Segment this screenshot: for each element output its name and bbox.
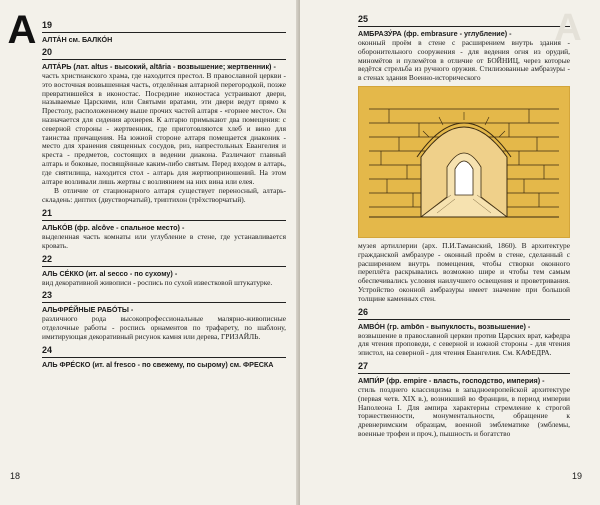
- embrasure-drawing: [359, 87, 569, 237]
- entry-rule: [358, 319, 570, 320]
- entry-text: выделенная часть комнаты или углубление в стене, где устанавливается кровать.: [42, 231, 286, 250]
- entry-rule: [42, 357, 286, 358]
- entry-text: различного рода высокопрофессиональные малярно-живописные отделочные работы - роспись орнаментов по трафарету, по шаблону, имитирующая декоративный рисунок камня или дерева, ГРИЗАЙЛЬ.: [42, 314, 286, 341]
- entry-rule: [42, 266, 286, 267]
- section-letter: А: [7, 7, 37, 52]
- entry-heading: АЛЬ ФРЕ́СКО (ит. al fresco - по свежему, по сырому) см. ФРЕСКА: [42, 359, 274, 369]
- entry-heading: АЛЬКО́В (фр. alcôve - спальное место) -: [42, 222, 185, 232]
- right-page: [300, 0, 600, 505]
- entry-text: возвышение в православной церкви против Царских врат, кафедра для чтения проповеди, с северной и южной стороны - для чтения эпистол, на северной - для чтения Евангелия. См. КАФЕДРА.: [358, 330, 570, 358]
- entry-heading: АЛЬ СЕ́ККО (ит. al secco - по сухому) -: [42, 268, 178, 278]
- entry-text-2: В отличие от стационарного алтаря существует переносный, алтарь-складень: диптих (двустворчатый), триптихон (трёхстворчатый).: [42, 186, 286, 205]
- entry-19: [42, 20, 286, 44]
- entry-text: оконный проём в стене с расширением внутрь здания - оборонительного сооружения - для ведения огня из орудий, миномётов и пулемётов в отличие от БОЙНИЦ, через которые ведётся стрельба из ручного оружия. Стилизованные амбразуры - в стенах здания Военно-исторического: [358, 38, 570, 83]
- entry-rule: [42, 32, 286, 33]
- page-number: 18: [10, 471, 21, 481]
- entry-heading: АЛТА́РЬ (лат. altus - высокий, altāria - возвышение; жертвенник) -: [42, 62, 276, 71]
- entry-number: 20: [42, 47, 53, 57]
- entry-24: [42, 345, 286, 369]
- entry-text: часть христианского храма, где находится престол. В православной церкви - это восточная возвышенная часть, отделённая алтарной перегородкой, позже превратившейся в иконостас. Посредине иконостаса устраивают двери, называемые Царскими, или Святыми вратами, эти двери ведут прямо к Престолу, расположенному выше прочих частей алтаря - «горнее место». Он назначается для сидения архиерея. К алтарю примыкают два помещения: с северной стороны - жертвенник, где приготовляются хлеб и вино для таинства причащения. На южной стороне алтаря помещается диаконик - место для хранения священных сосудов, риз, напрестольных Евангелия и креста - предметов, состоящих в ведении диакона. Различают главный алтарь и боковые, посвящённые каким-либо святым. Перед входом в алтарь, где святилища, находится стол - алтарь для жертвоприношений. На этом алтаре возливали лишь жертвы с возлиянием на них вина или елея.: [42, 71, 286, 186]
- entry-27: [358, 361, 570, 439]
- entry-number: 23: [42, 290, 53, 301]
- entry-25: [358, 14, 570, 304]
- entry-number: 26: [358, 306, 369, 317]
- entry-number: 19: [42, 20, 53, 30]
- entry-20: [42, 47, 286, 205]
- entry-number: 24: [42, 344, 53, 355]
- entry-rule: [42, 220, 286, 221]
- entry-caption-text: музея артиллерии (арх. П.И.Таманский, 1860). В архитектуре гражданской амбразуре - оконный проём в стене, сделанный с расширением внутрь помещения, чтобы створки оконного переплёта раскрывались возможно шире и чтобы тем самым обеспечивались условия наилучшего освещения и проветривания. Устройство оконной амбразуры имеет значение при большой толщине каменных стен.: [358, 240, 570, 303]
- entry-heading: АМБРАЗУ́РА (фр. embrasure - углубление) -: [358, 29, 512, 38]
- entry-rule: [358, 26, 570, 27]
- entry-heading: АМВО́Н (гр. ambōn - выпуклость, возвышение) -: [358, 321, 531, 331]
- entry-heading: АЛТА́Н см. БАЛКО́Н: [42, 35, 113, 44]
- entry-heading: АМПИ́Р (фр. empire - власть, господство, империя) -: [358, 375, 545, 385]
- entry-text: вид декоративной живописи - роспись по сухой известковой штукатурке.: [42, 277, 273, 287]
- entry-rule: [358, 373, 570, 374]
- entry-21: [42, 208, 286, 251]
- entry-text: стиль позднего классицизма в западноевропейской архитектуре (первая четв. XIX в.), возникший во Франции, в период империи Наполеона I. Для ампира характерны стремление к строгой торжественности, монументальности, обращение к древнеримским образцам, военной эмблематике (эмблемы, военные трофеи и проч.), пышность и богатство: [358, 384, 570, 438]
- entry-number: 22: [42, 253, 53, 264]
- entry-23: [42, 290, 286, 341]
- entry-number: 21: [42, 207, 53, 218]
- entry-22: [42, 254, 286, 288]
- entry-26: [358, 307, 570, 358]
- entry-rule: [42, 59, 286, 60]
- entry-number: 25: [358, 14, 369, 24]
- entry-number: 27: [358, 360, 369, 371]
- section-letter-watermark: А: [554, 6, 582, 49]
- page-number: 19: [571, 471, 582, 481]
- entry-heading: АЛЬФРЕ́ЙНЫЕ РАБО́ТЫ -: [42, 305, 134, 315]
- embrasure-illustration: [358, 86, 570, 238]
- entry-rule: [42, 302, 286, 303]
